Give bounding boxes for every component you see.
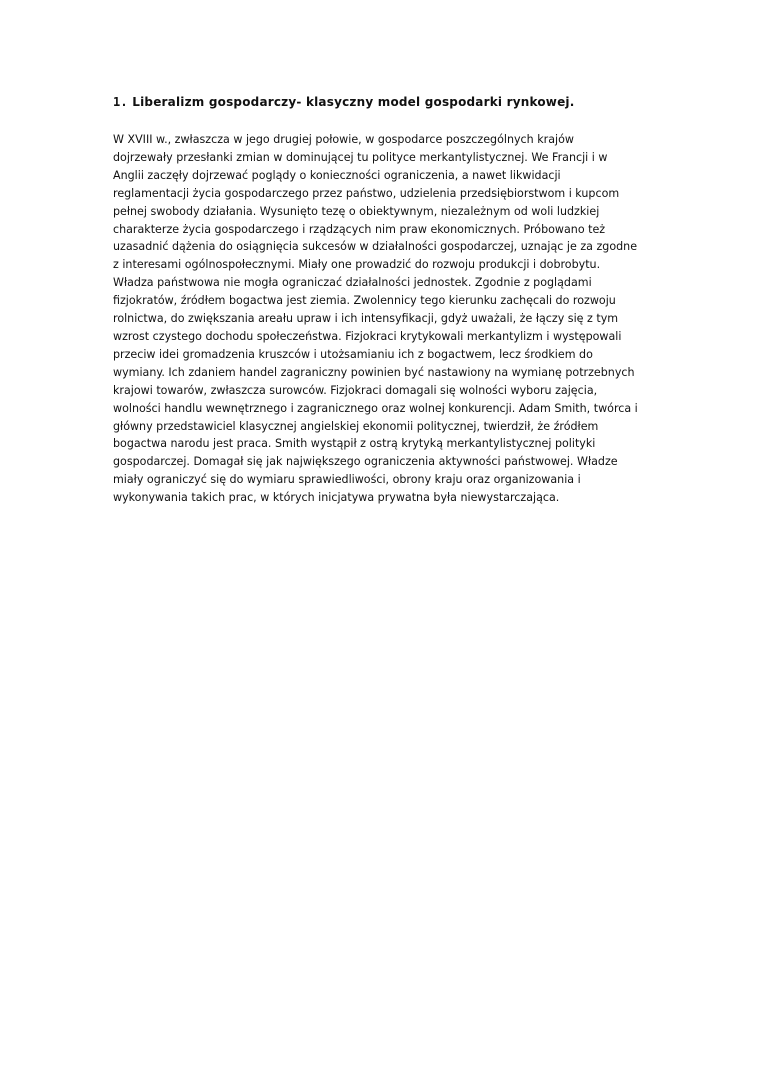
paragraph-line: wykonywania takich prac, w których inicjatywa prywatna była niewystarczająca. [113, 491, 560, 505]
paragraph-line: fizjokratów, źródłem bogactwa jest ziemia. Zwolennicy tego kierunku zachęcali do rozwoju [113, 294, 616, 308]
paragraph-line: rolnictwa, do zwiększania areału upraw i ich intensyfikacji, gdyż uważali, że łączy się z tym [113, 312, 619, 326]
section-heading-text: Liberalizm gospodarczy- klasyczny model gospodarki rynkowej. [132, 95, 575, 109]
paragraph-line: wolności handlu wewnętrznego i zagranicznego oraz wolnej konkurencji. Adam Smith, twórca i [113, 401, 638, 415]
paragraph-line: miały ograniczyć się do wymiaru sprawiedliwości, obrony kraju oraz organizowania i [113, 473, 581, 487]
paragraph-line: wymiany. Ich zdaniem handel zagraniczny powinien być nastawiony na wymianę potrzebnych [113, 365, 635, 379]
paragraph-line: reglamentacji życia gospodarczego przez państwo, udzielenia przedsiębiorstwom i kupcom [113, 186, 620, 200]
paragraph-line: Władza państwowa nie mogła ograniczać działalności jednostek. Zgodnie z poglądami [113, 276, 592, 290]
paragraph-line: bogactwa narodu jest praca. Smith wystąpił z ostrą krytyką merkantylistycznej polityki [113, 437, 596, 451]
paragraph-line: przeciw idei gromadzenia kruszców i utożsamianiu ich z bogactwem, lecz środkiem do [113, 347, 593, 361]
paragraph-line: W XVIII w., zwłaszcza w jego drugiej połowie, w gospodarce poszczególnych krajów [113, 133, 574, 146]
paragraph-line: gospodarczej. Domagał się jak największego ograniczenia aktywności państwowej. Władze [113, 455, 618, 469]
paragraph-line: z interesami ogólnospołecznymi. Miały one prowadzić do rozwoju produkcji i dobrobytu. [113, 258, 601, 272]
paragraph-line: pełnej swobody działania. Wysunięto tezę o obiektywnym, niezależnym od woli ludzkiej [113, 204, 600, 218]
paragraph-line: wzrost czystego dochodu społeczeństwa. Fizjokraci krytykowali merkantylizm i występowali [113, 329, 622, 343]
paragraph-line: dojrzewały przesłanki zmian w dominującej tu polityce merkantylistycznej. We Francji i w [113, 150, 608, 164]
paragraph-line: krajowi towarów, zwłaszcza surowców. Fizjokraci domagali się wolności wyboru zajęcia, [113, 383, 598, 397]
paragraph-line: główny przedstawiciel klasycznej angielskiej ekonomii politycznej, twierdził, że źródłem [113, 419, 599, 433]
paragraph-line: uzasadnić dążenia do osiągnięcia sukcesów w działalności gospodarczej, uznając je za zgodne [113, 240, 638, 254]
paragraph-line: charakterze życia gospodarczego i rządzących nim praw ekonomicznych. Próbowano też [113, 222, 606, 236]
section-heading [113, 94, 673, 110]
paragraph-line: Anglii zaczęły dojrzewać poglądy o konieczności ograniczenia, a nawet likwidacji [113, 168, 561, 182]
body-paragraph [113, 131, 673, 507]
section-number: 1. [113, 95, 128, 109]
